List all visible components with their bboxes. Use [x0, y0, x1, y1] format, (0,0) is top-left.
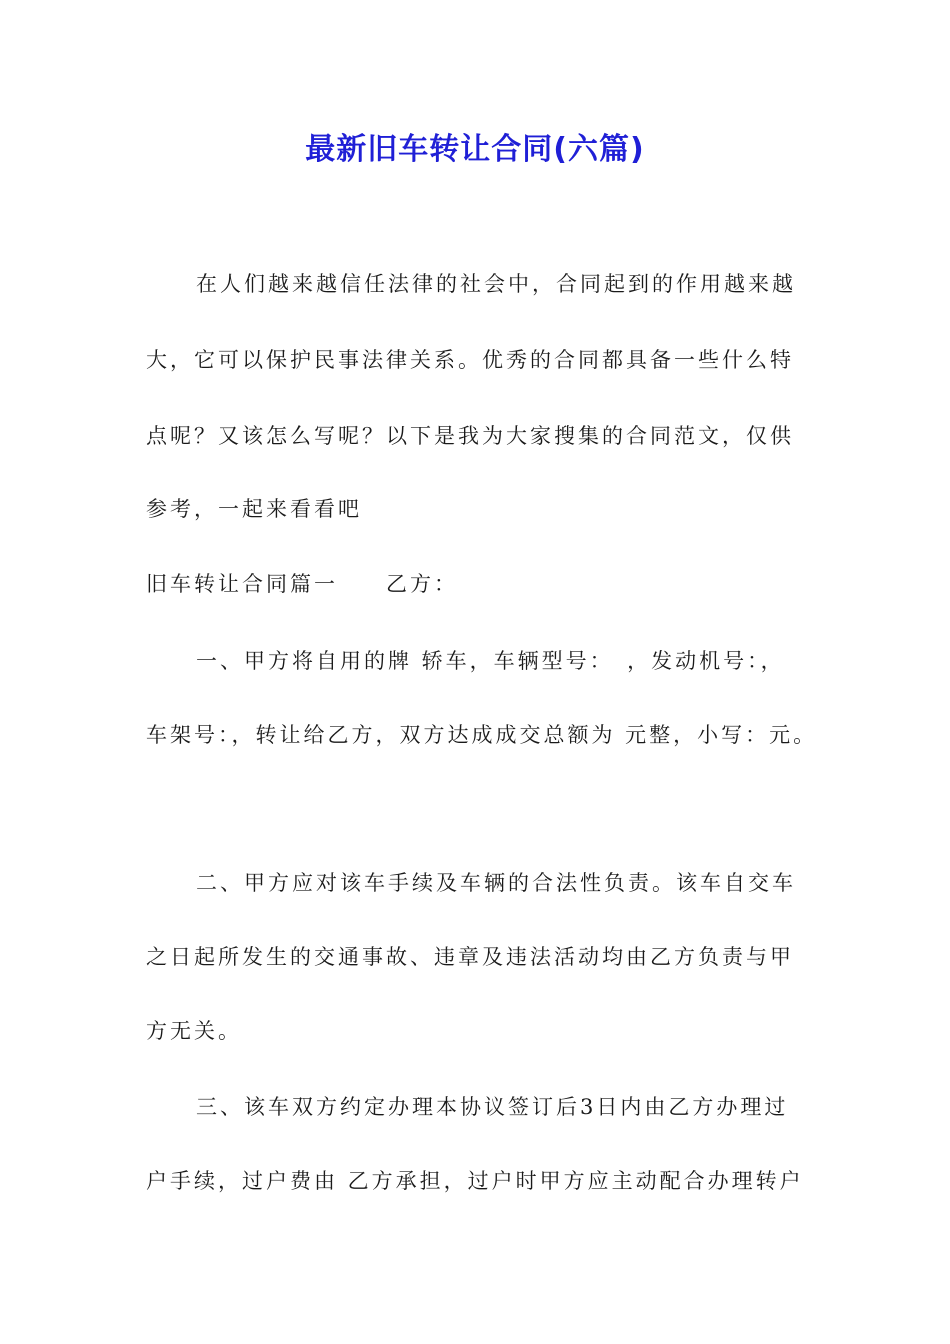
paragraph-line: 之日起所发生的交通事故、违章及违法活动均由乙方负责与甲 — [146, 945, 794, 969]
paragraph-line: 二、甲方应对该车手续及车辆的合法性负责。该车自交车 — [196, 871, 796, 895]
paragraph-line: 车架号：，转让给乙方，双方达成成交总额为 元整，小写：元。 — [146, 723, 818, 747]
paragraph-line: 在人们越来越信任法律的社会中，合同起到的作用越来越 — [196, 272, 796, 296]
document-title: 最新旧车转让合同(六篇) — [305, 132, 645, 167]
paragraph-line: 大，它可以保护民事法律关系。优秀的合同都具备一些什么特 — [146, 348, 794, 372]
paragraph-line: 参考，一起来看看吧 — [146, 497, 362, 521]
paragraph-line: 三、该车双方约定办理本协议签订后3日内由乙方办理过 — [196, 1095, 789, 1119]
paragraph-line: 方无关。 — [146, 1019, 242, 1043]
paragraph-line: 点呢？又该怎么写呢？以下是我为大家搜集的合同范文，仅供 — [146, 424, 794, 448]
paragraph-line: 一、甲方将自用的牌 轿车，车辆型号： ，发动机号：， — [196, 649, 785, 673]
paragraph-line: 户手续，过户费由 乙方承担，过户时甲方应主动配合办理转户 — [146, 1169, 804, 1193]
section-heading: 旧车转让合同篇一 乙方： — [146, 572, 458, 596]
